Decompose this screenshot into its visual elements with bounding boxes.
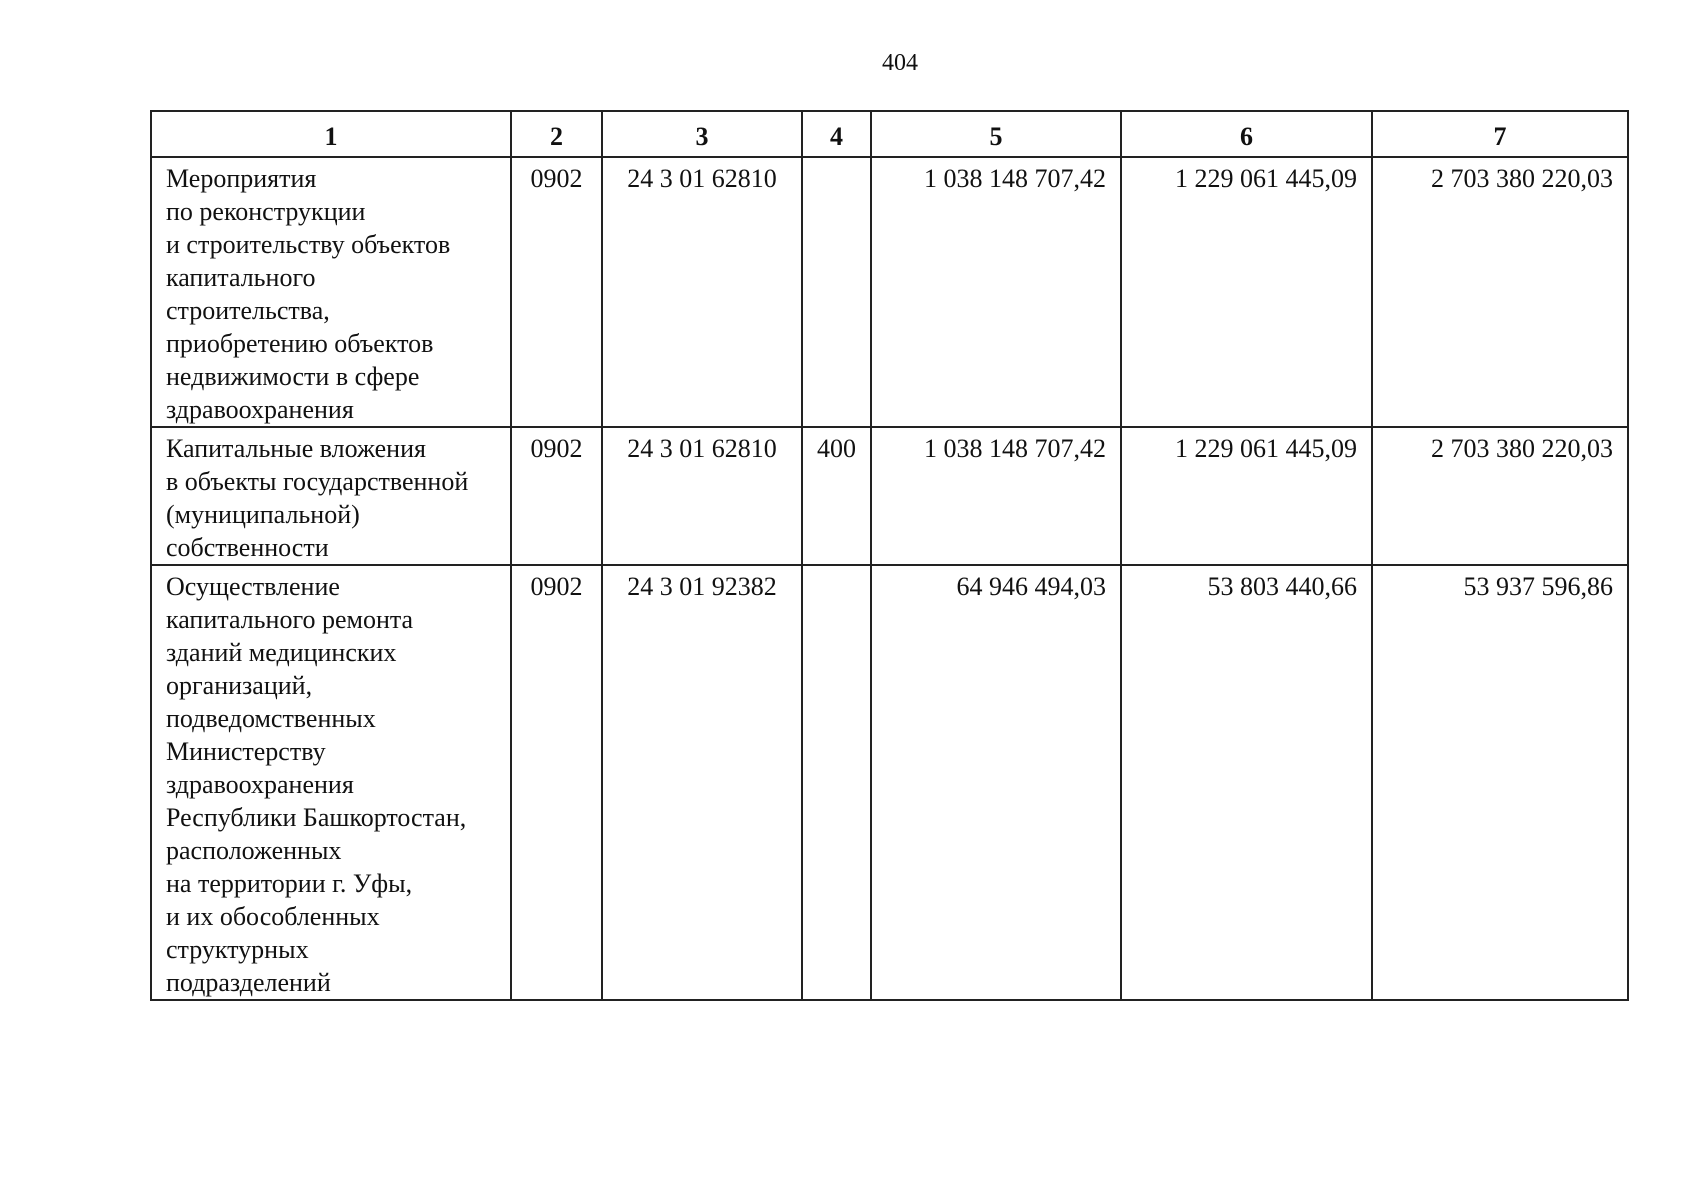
value-5-cell: 1 038 148 707,42 [871,427,1121,565]
name-line: на территории г. Уфы, [166,869,413,898]
header-row [151,111,1628,157]
section-cell: 0902 [511,427,602,565]
value-7-cell: 53 937 596,86 [1372,565,1628,1000]
header-cell-1: 1 [151,111,511,157]
name-line: здравоохранения [166,395,354,424]
row-name-cell [151,427,511,565]
header-cell-3: 3 [602,111,802,157]
row-name-cell [151,565,511,1000]
name-line: Капитальные вложения [166,434,426,463]
expense-type-cell [802,157,871,427]
name-line: Республики Башкортостан, [166,803,467,832]
target-cell: 24 3 01 62810 [602,157,802,427]
name-line: капитального [166,263,316,292]
header-cell-4: 4 [802,111,871,157]
table-row [151,427,1628,565]
name-line: недвижимости в сфере [166,362,420,391]
header-cell-7: 7 [1372,111,1628,157]
name-line: капитального ремонта [166,605,414,634]
name-line: в объекты государственной [166,467,469,496]
table-row [151,565,1628,1000]
name-line: собственности [166,533,329,562]
name-line: Осуществление [166,572,340,601]
name-line: организаций, [166,671,313,700]
name-line: и строительству объектов [166,230,451,259]
target-cell: 24 3 01 92382 [602,565,802,1000]
name-line: подведомственных [166,704,376,733]
name-line: строительства, [166,296,330,325]
name-line: приобретению объектов [166,329,434,358]
section-cell: 0902 [511,157,602,427]
expense-type-cell [802,565,871,1000]
name-line: подразделений [166,968,331,997]
name-line: по реконструкции [166,197,366,226]
name-line: здравоохранения [166,770,354,799]
value-5-cell: 1 038 148 707,42 [871,157,1121,427]
target-cell: 24 3 01 62810 [602,427,802,565]
name-line: расположенных [166,836,342,865]
name-line: зданий медицинских [166,638,397,667]
budget-table [150,110,1629,1001]
row-name-cell [151,157,511,427]
header-cell-6: 6 [1121,111,1372,157]
name-line: структурных [166,935,309,964]
header-cell-5: 5 [871,111,1121,157]
value-7-cell: 2 703 380 220,03 [1372,427,1628,565]
value-6-cell: 1 229 061 445,09 [1121,157,1372,427]
page-number: 404 [882,50,918,76]
name-line: (муниципальной) [166,500,360,529]
expense-type-cell: 400 [802,427,871,565]
value-6-cell: 1 229 061 445,09 [1121,427,1372,565]
name-line: Министерству [166,737,326,766]
header-cell-2: 2 [511,111,602,157]
name-line: и их обособленных [166,902,380,931]
value-5-cell: 64 946 494,03 [871,565,1121,1000]
table-row [151,157,1628,427]
value-7-cell: 2 703 380 220,03 [1372,157,1628,427]
section-cell: 0902 [511,565,602,1000]
value-6-cell: 53 803 440,66 [1121,565,1372,1000]
name-line: Мероприятия [166,164,317,193]
